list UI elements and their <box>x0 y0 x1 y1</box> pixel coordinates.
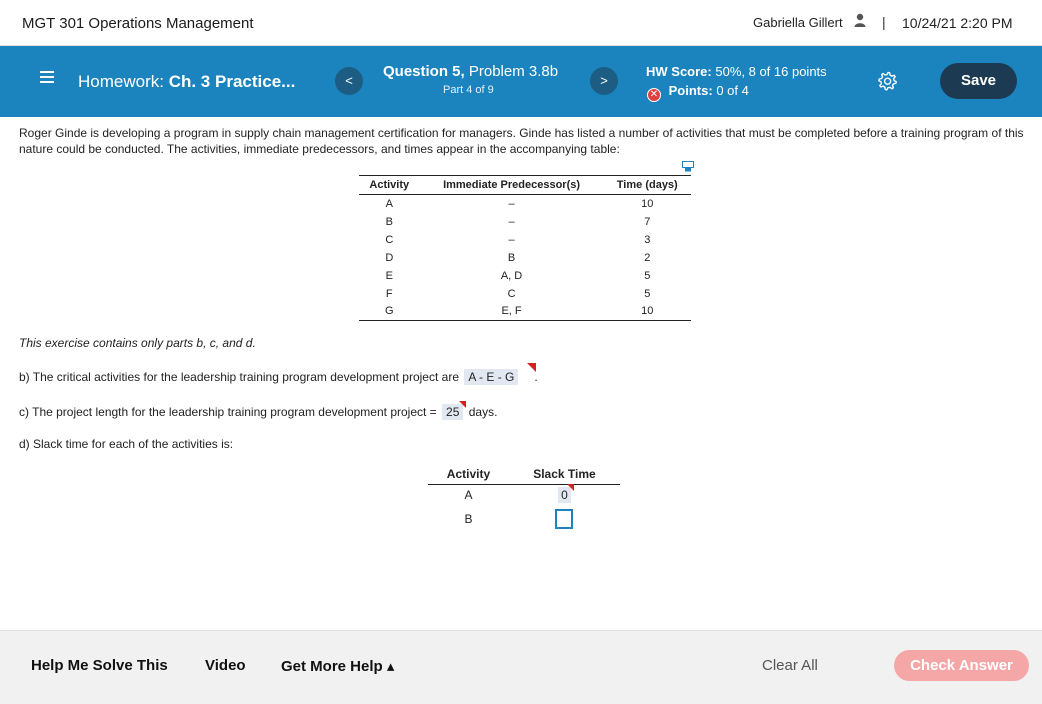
save-button[interactable]: Save <box>940 63 1017 99</box>
clear-all-button[interactable]: Clear All <box>762 657 818 674</box>
time-cell: 7 <box>644 215 651 228</box>
open-table-icon[interactable] <box>682 161 694 172</box>
table-row <box>359 303 691 321</box>
predecessor-cell: – <box>508 215 515 228</box>
table-row <box>428 484 620 506</box>
column-header: Activity <box>428 465 509 484</box>
activity-cell: F <box>385 287 393 300</box>
menu-icon[interactable] <box>40 71 54 84</box>
settings-gear-icon[interactable] <box>878 71 898 91</box>
part-c-answer-text: 25 <box>446 405 460 419</box>
video-link[interactable]: Video <box>205 657 246 674</box>
points <box>647 83 749 102</box>
incorrect-flag-icon <box>527 363 536 372</box>
bottom-bar <box>0 630 1042 704</box>
top-bar <box>0 0 1042 46</box>
table-row <box>359 285 691 303</box>
part-b-prompt: b) The critical activities for the leadership training program development project are <box>19 370 459 384</box>
question-label: Question 5, <box>383 63 465 80</box>
slack-answer-text: 0 <box>561 488 568 503</box>
next-question-button[interactable]: > <box>590 67 618 95</box>
incorrect-flag-icon <box>567 484 574 491</box>
activity-cell: B <box>464 512 473 526</box>
question-part: Part 4 of 9 <box>443 84 494 96</box>
check-answer-button[interactable]: Check Answer <box>894 650 1029 681</box>
table-row <box>359 249 691 267</box>
activity-cell: E <box>385 269 393 282</box>
slack-answer-a[interactable] <box>558 487 571 503</box>
predecessor-cell: C <box>507 287 516 300</box>
activity-cell: A <box>464 488 473 503</box>
activity-cell: D <box>385 251 394 264</box>
exercise-note: This exercise contains only parts b, c, and d. <box>19 336 256 350</box>
homework-prefix: Homework: <box>78 72 164 91</box>
activity-cell: C <box>385 233 394 246</box>
part-c <box>19 404 497 420</box>
predecessor-cell: – <box>508 197 515 210</box>
slack-cell <box>509 506 620 532</box>
points-value: 0 of 4 <box>716 83 749 98</box>
activity-cell: A <box>385 197 393 210</box>
part-c-prompt: c) The project length for the leadership training program development project = <box>19 405 437 419</box>
table-row <box>359 213 691 231</box>
activity-table <box>359 175 691 321</box>
column-header: Immediate Predecessor(s) <box>420 176 604 195</box>
activity-cell: B <box>385 215 393 228</box>
header-separator: | <box>882 14 886 30</box>
incorrect-flag-icon <box>459 401 466 408</box>
problem-label: Problem 3.8b <box>468 63 559 80</box>
part-b-answer[interactable] <box>464 369 518 385</box>
course-title[interactable]: MGT 301 Operations Management <box>22 15 254 32</box>
predecessor-cell: B <box>507 251 516 264</box>
user-name[interactable]: Gabriella Gillert <box>753 15 843 30</box>
user-icon[interactable] <box>854 13 866 27</box>
incorrect-icon: ✕ <box>647 88 661 102</box>
slack-cell <box>509 484 620 506</box>
homework-nav-bar <box>0 46 1042 117</box>
part-c-answer[interactable] <box>442 404 463 420</box>
activity-cell: G <box>385 305 394 318</box>
slack-table-header <box>428 465 620 484</box>
time-cell: 10 <box>641 305 654 318</box>
table-row <box>359 195 691 213</box>
time-cell: 10 <box>641 197 654 210</box>
help-me-solve-link[interactable]: Help Me Solve This <box>31 657 168 674</box>
table-row <box>359 231 691 249</box>
hw-score-value: 50%, 8 of 16 points <box>715 64 827 79</box>
time-cell: 5 <box>644 287 651 300</box>
previous-question-button[interactable]: < <box>335 67 363 95</box>
column-header: Slack Time <box>509 465 620 484</box>
slack-input-b[interactable] <box>555 509 573 529</box>
datetime: 10/24/21 2:20 PM <box>902 15 1013 31</box>
points-label: Points: <box>668 83 713 98</box>
question-title <box>383 63 558 80</box>
part-b-suffix: . <box>534 370 538 384</box>
table-row <box>359 267 691 285</box>
predecessor-cell: – <box>508 233 515 246</box>
column-header: Time (days) <box>604 176 692 195</box>
slack-table <box>428 465 620 532</box>
part-d: d) Slack time for each of the activities is: <box>19 437 234 451</box>
question-text: Roger Ginde is developing a program in supply chain management certification for managers. Ginde has listed a number of activities that must be completed before a training program of this nature could be conducted. The activities, immediate predecessors, and times appear in the accompanying table: <box>19 126 1024 156</box>
part-c-suffix: days. <box>468 405 498 419</box>
time-cell: 2 <box>644 251 651 264</box>
predecessor-cell: A, D <box>500 269 523 282</box>
time-cell: 5 <box>644 269 651 282</box>
get-more-help-link[interactable]: Get More Help ▴ <box>281 658 395 675</box>
hw-score-label: HW Score: <box>646 64 712 79</box>
time-cell: 3 <box>644 233 651 246</box>
homework-title[interactable] <box>78 72 295 92</box>
activity-table-header <box>359 176 691 195</box>
predecessor-cell: E, F <box>501 305 522 318</box>
hw-score <box>646 64 827 79</box>
homework-name: Ch. 3 Practice... <box>168 72 296 91</box>
table-row <box>428 506 620 532</box>
column-header: Activity <box>359 176 420 195</box>
part-b-answer-text: A - E - G <box>468 370 515 384</box>
part-b <box>19 369 538 385</box>
